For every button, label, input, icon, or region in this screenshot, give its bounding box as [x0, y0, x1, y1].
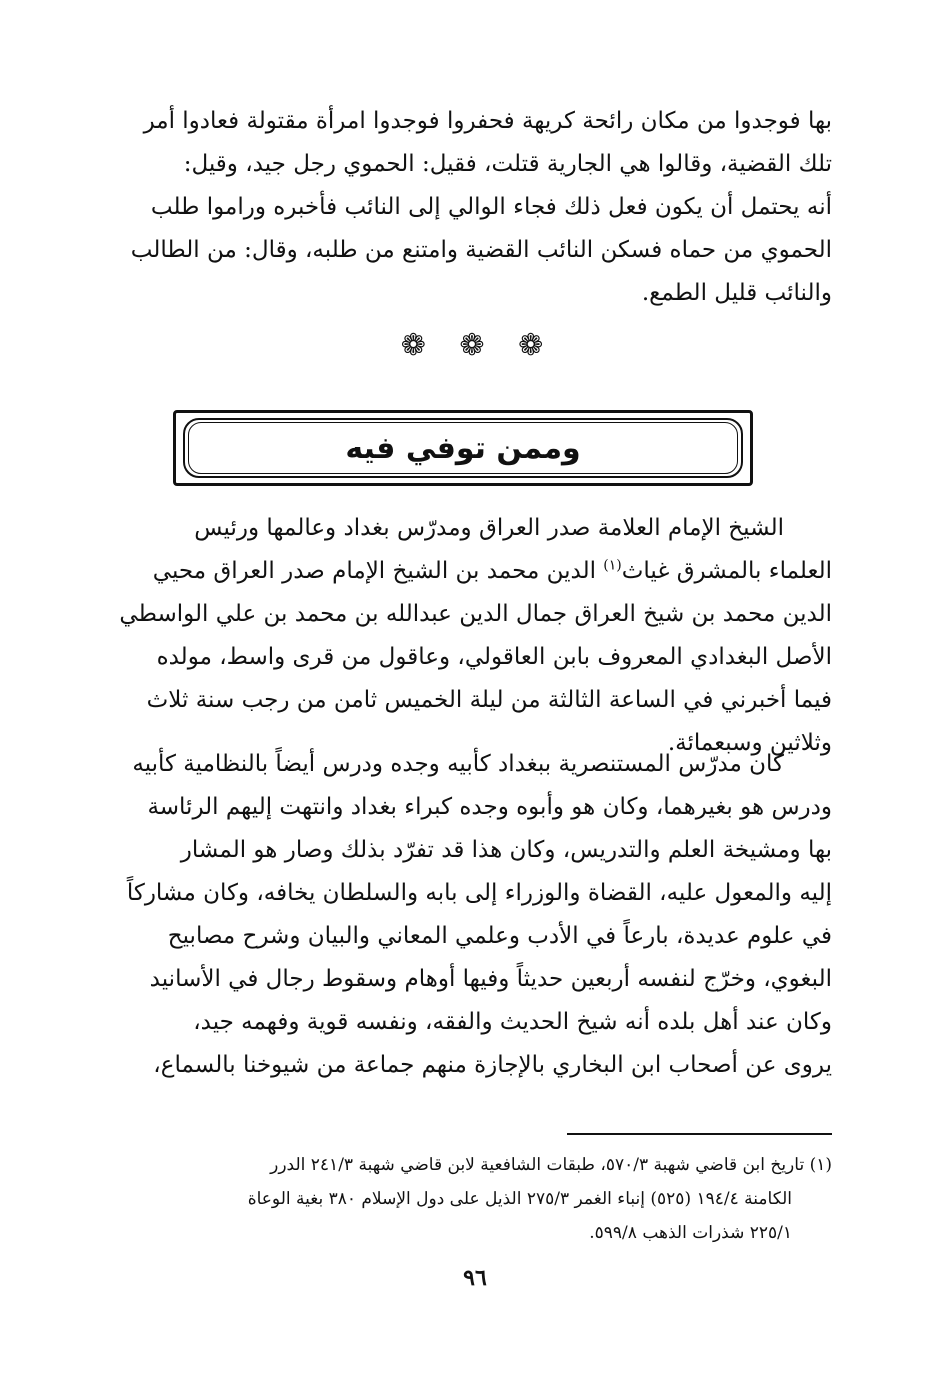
text-line: [117, 550, 832, 593]
text-line: في علوم عديدة، بارعاً في الأدب وعلمي المعاني والبيان وشرح مصابيح: [167, 923, 832, 949]
text-line: الحموي من حماه فسكن النائب القضية وامتنع من طلبه، وقال: من الطالب: [130, 237, 832, 263]
page-number: ٩٦: [463, 1265, 487, 1291]
text-line: يروى عن أصحاب ابن البخاري بالإجازة منهم جماعة من شيوخنا بالسماع،: [153, 1052, 832, 1078]
footnote-line: ٢٢٥/١ شذرات الذهب ٥٩٩/٨.: [589, 1223, 792, 1243]
text-line: ودرس هو بغيرهما، وكان هو وأبوه وجده كبراء بغداد وانتهت إليهم الرئاسة: [147, 794, 832, 820]
text-line: أنه يحتمل أن يكون فعل ذلك فجاء الوالي إلى النائب فأخبره وراموا طلب: [150, 194, 832, 220]
text-segment: الدين محمد بن الشيخ الإمام صدر العراق محيي: [152, 558, 604, 584]
text-line: كان مدرّس المستنصرية ببغداد كأبيه وجده ودرس أيضاً بالنظامية كأبيه: [132, 751, 784, 777]
footnote-divider: [567, 1133, 832, 1135]
flower-ornament-icon: ❁: [518, 328, 550, 363]
text-line: فيما أخبرني في الساعة الثالثة من ليلة الخميس ثامن من رجب سنة ثلاث: [146, 687, 832, 713]
section-divider-ornament: [0, 328, 950, 363]
section-heading-frame: [173, 410, 753, 486]
text-line: والنائب قليل الطمع.: [641, 280, 832, 306]
text-line: بها فوجدوا من مكان رائحة كريهة فحفروا فوجدوا امرأة مقتولة فعادوا أمر: [143, 108, 832, 134]
biography-paragraph: [117, 507, 832, 765]
text-line: تلك القضية، وقالوا هي الجارية قتلت، فقيل: الحموي رجل جيد، وقيل:: [183, 151, 832, 177]
text-line: الشيخ الإمام العلامة صدر العراق ومدرّس بغداد وعالمها ورئيس: [194, 515, 784, 541]
text-line: إليه والمعول عليه، القضاة والوزراء إلى بابه والسلطان يخافه، وكان مشاركاً: [126, 880, 832, 906]
text-segment: العلماء بالمشرق غياث: [621, 558, 832, 584]
biography-paragraph: [117, 743, 832, 1087]
text-line: الدين محمد بن شيخ العراق جمال الدين عبدالله بن محمد بن علي الواسطي: [119, 601, 832, 627]
flower-ornament-icon: ❁: [459, 328, 491, 363]
footnote-reference: (١): [603, 557, 622, 574]
flower-ornament-icon: ❁: [400, 328, 432, 363]
text-line: وكان عند أهل بلده أنه شيخ الحديث والفقه، ونفسه قوية وفهمه جيد،: [193, 1009, 832, 1035]
text-line: بها ومشيخة العلم والتدريس، وكان هذا قد تفرّد بذلك وصار هو المشار: [180, 837, 832, 863]
text-line: وثلاثين وسبعمائة.: [667, 730, 832, 756]
footnote-line: الكامنة ١٩٤/٤ (٥٢٥) إنباء الغمر ٢٧٥/٣ الذيل على دول الإسلام ٣٨٠ بغية الوعاة: [247, 1189, 792, 1209]
footnote-line: (١) تاريخ ابن قاضي شهبة ٥٧٠/٣، طبقات الشافعية لابن قاضي شهبة ٢٤١/٣ الدرر: [270, 1155, 832, 1175]
section-heading: وممن توفي فيه: [345, 431, 581, 466]
text-line: الأصل البغدادي المعروف بابن العاقولي، وعاقول من قرى واسط، مولده: [156, 644, 832, 670]
text-line: البغوي، وخرّج لنفسه أربعين حديثاً وفيها أوهام وسقوط رجال في الأسانيد: [149, 966, 832, 992]
footnotes: [117, 1148, 832, 1250]
intro-paragraph: [117, 100, 832, 315]
